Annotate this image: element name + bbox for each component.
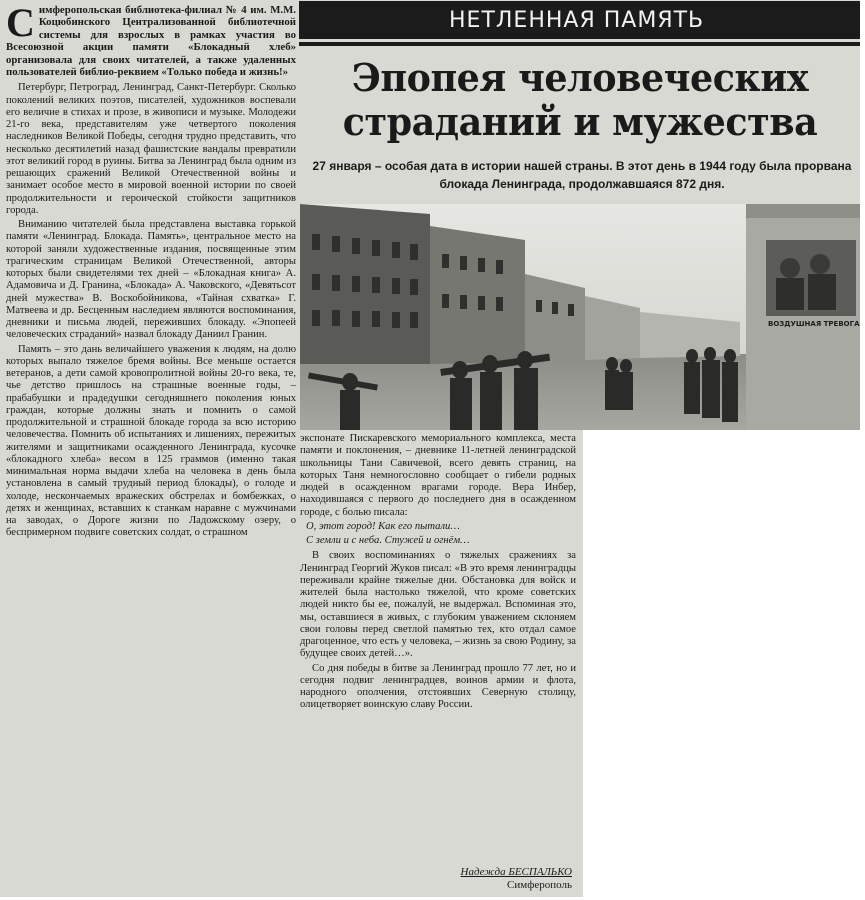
poem-line-1: О, этот город! Как его пытали… xyxy=(306,520,460,532)
body-paragraph: В своих воспоминаниях о тяжелых сражениях за Ленинград Георгий Жуков писал: «В это время ленинградцы переживали крайне тяжелые дни. Обстановка для войск и жителей была настолько тяжелой, что кроме советских людей никто бы ее, пожалуй, не выдержал. Вспоминая это, мы, оставшиеся в живых, с глубоким уважением склоняем свои головы перед светлой памятью тех, кто отдал самое драгоценное, что есть у человека, – жизнь за свою Родину, за будущее своих детей…». xyxy=(300,550,576,660)
body-paragraph: Вниманию читателей была представлена выставка горькой памяти «Ленинград. Блокада. Память», центральное место на которой заняли художественные издания, посвященные этим трагическим страницам Великой Отечественной, авторы которых были свидетелями тех дней – «Блокадная книга» А. Адамовича и Д. Гранина, «Блокада» А. Чаковского, «Девятьсот дней мужества» В. Воскобойникова, «Тайная схватка» Г. Матвеева и др. Бесценным наследием являются воспоминания, дневники и письма людей, переживших блокаду. «Эпопеей человеческих страданий» назвал блокаду Даниил Гранин. xyxy=(6,219,296,341)
rubric-banner xyxy=(299,1,860,39)
body-paragraph: Память – это дань величайшего уважения к людям, на долю которых выпало тяжелое бремя войны. Все меньше остается ветеранов, а дети самой кровопролитной войны 20-го века, те, чье детство пришлось на страшные военные годы, – прабабушки и прадедушки сегодняшнего поколения юных граждан, которые должны знать и помнить о самой продолжительной и страшной блокаде города за всю историю человечества. Помнить об испытаниях и лишениях, пережитых жителями и защитниками осажденного Ленинграда, кусочке «блокадного хлеба» весом в 125 граммов (именно такая минимальная норма выдачи хлеба на человека в день была установлена в самый трудный период блокады), о голоде и холоде, нескончаемых вражеских обстрелах и бомбежках, о детях и женщинах, вставших к станкам наравне с мужчинами на заводах, о Дороге жизни по Ладожскому озеру, о беспримерном подвиге советских солдат, о страшном xyxy=(6,343,296,539)
subheadline: 27 января – особая дата в истории нашей страны. В этот день в 1944 году была прорвана блокада Ленинграда, продолжавшаяся 872 дня. xyxy=(312,159,852,191)
author-city: Симферополь xyxy=(507,879,572,891)
poem-line-2: С земли и с неба. Стужей и огнём… xyxy=(306,535,470,546)
signature xyxy=(300,866,572,892)
lead-text: имферопольская библиотека-филиал № 4 им. М.М. Коцюбинского Централизованной библиотечной системы для взрослых в рамках участия во Всесоюзной акции памяти «Блокадный хлеб» организовала для своих читателей, а также удаленных пользователей библио-реквием «Только победа и жизнь!» xyxy=(6,4,296,79)
body-paragraph: Петербург, Петроград, Ленинград, Санкт-Петербург. Сколько поколений великих поэтов, писателей, художников воспевали его величие в стихах и прозе, в живописи и музыке. Молодежи 21-го века, представителям уже четвертого поколения наследников Великой Победы, сегодня трудно представить, что несколько десятилетий назад фашистские вандалы превратили этот великий город в руины. Битва за Ленинград была одним из решающих сражений Великой Отечественной войны и занимает особое место в мировой военной истории по своей продолжительности и героической стойкости защитников города. xyxy=(6,82,296,216)
middle-column xyxy=(300,433,576,714)
headline-line-1: Эпопея человеческих xyxy=(351,55,809,100)
rubric-rule xyxy=(299,42,860,46)
body-paragraph: Со дня победы в битве за Ленинград прошло 77 лет, но и сегодня подвиг ленинградцев, воинов армии и флота, народного ополчения, отстоявших Северную столицу, олицетворяет воинскую славу России. xyxy=(300,662,576,711)
author-name: Надежда БЕСПАЛЬКО xyxy=(460,866,572,878)
siege-street-photo xyxy=(300,204,860,430)
headline-line-2: страданий и мужества xyxy=(342,99,818,144)
left-column xyxy=(6,0,296,542)
poster-caption: ВОЗДУШНАЯ ТРЕВОГА xyxy=(768,320,860,328)
rubric-title: НЕТЛЕННАЯ ПАМЯТЬ xyxy=(449,7,705,33)
body-paragraph: экспонате Пискаревского мемориального комплекса, места памяти и поклонения, – дневнике 11-летней ленинградской школьницы Тани Савичевой, всего девять страниц, на которых Таня немногословно сообщает о гибели родных людей в осажденном врагами городе. Вера Инбер, находившаяся с первого до последнего дня в осажденном городе, с болью писала: xyxy=(300,433,576,518)
drop-cap: С xyxy=(6,0,35,45)
lead-paragraph xyxy=(6,0,296,79)
headline xyxy=(321,56,839,144)
